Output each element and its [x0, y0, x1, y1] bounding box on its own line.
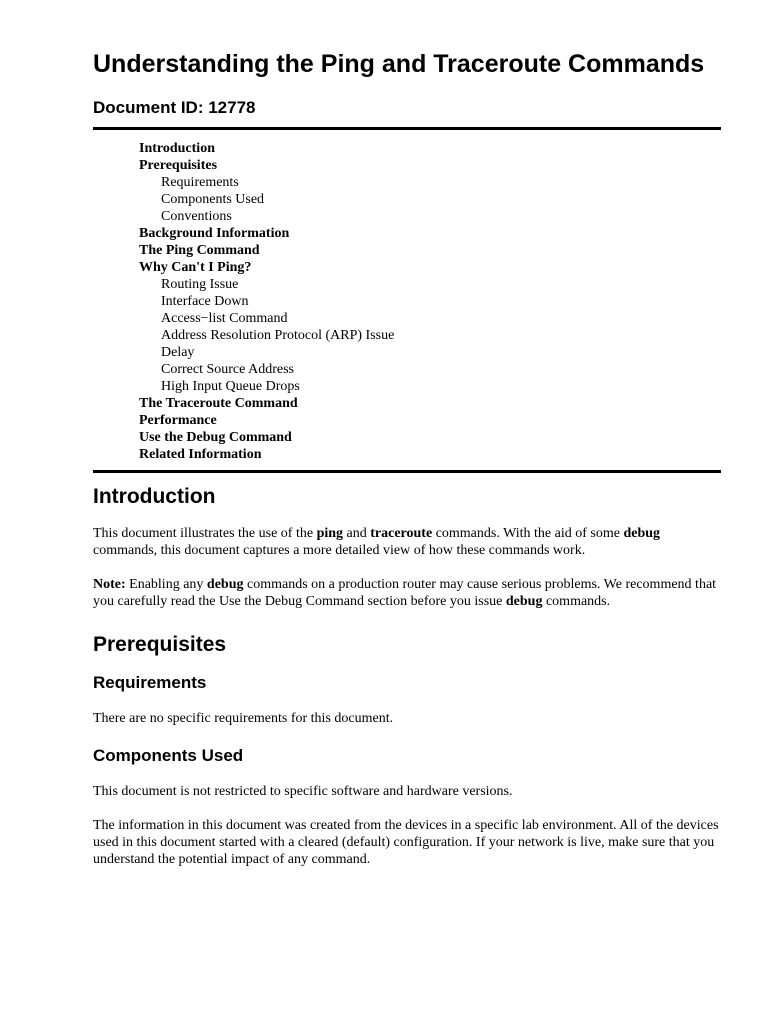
requirements-text: There are no specific requirements for this document. — [93, 711, 394, 726]
text-run: and — [343, 526, 371, 541]
note-label: Note: — [93, 577, 126, 592]
top-divider — [93, 127, 721, 130]
toc-item[interactable]: Components Used — [161, 192, 265, 207]
document-id: Document ID: 12778 — [93, 98, 256, 117]
text-run: commands. — [542, 594, 611, 609]
page-title: Understanding the Ping and Traceroute Commands — [93, 50, 705, 78]
toc-item[interactable]: Access−list Command — [161, 311, 288, 326]
toc-item[interactable]: High Input Queue Drops — [161, 379, 300, 394]
bottom-divider — [93, 470, 721, 473]
text-run: Enabling any — [125, 577, 207, 592]
toc-item[interactable]: Address Resolution Protocol (ARP) Issue — [161, 328, 395, 343]
command-debug: debug — [623, 526, 661, 541]
command-traceroute: traceroute — [370, 526, 433, 541]
toc-item[interactable]: Correct Source Address — [161, 362, 294, 377]
text-run: commands, this document captures a more detailed view of how these commands work. — [93, 543, 586, 558]
table-of-contents — [139, 140, 721, 463]
toc-item[interactable]: Background Information — [139, 226, 290, 241]
command-debug: debug — [206, 577, 244, 592]
text-run: commands. With the aid of some — [432, 526, 624, 541]
toc-item[interactable]: Related Information — [139, 447, 262, 462]
toc-item[interactable]: Conventions — [161, 209, 232, 224]
toc-item[interactable]: Performance — [139, 413, 217, 428]
note-paragraph — [93, 576, 721, 610]
toc-item[interactable]: Use the Debug Command — [139, 430, 292, 445]
toc-item[interactable]: Prerequisites — [139, 158, 218, 173]
introduction-paragraph — [93, 525, 721, 559]
components-text: This document is not restricted to specific software and hardware versions. — [93, 784, 513, 799]
toc-item[interactable]: Interface Down — [161, 294, 249, 309]
toc-item[interactable]: Why Can't I Ping? — [139, 260, 252, 275]
toc-item[interactable]: The Traceroute Command — [139, 396, 298, 411]
components-detail-text: The information in this document was created from the devices in a specific lab environment. All of the devices used in this document started with a cleared (default) configuration. If your network is live, make sure that you understand the potential impact of any command. — [93, 818, 719, 867]
components-heading: Components Used — [93, 746, 244, 765]
command-debug: debug — [505, 594, 543, 609]
toc-item[interactable]: Requirements — [161, 175, 239, 190]
prerequisites-heading: Prerequisites — [93, 633, 227, 656]
command-ping: ping — [316, 526, 344, 541]
toc-item[interactable]: Delay — [161, 345, 195, 360]
text-run: commands on a production router may cause serious problems. We recommend that you carefully read the Use the Debug Command section before you issue — [93, 577, 717, 609]
toc-item[interactable]: Introduction — [139, 141, 215, 156]
document-page — [93, 48, 721, 868]
introduction-heading: Introduction — [93, 485, 216, 508]
text-run: This document illustrates the use of the — [93, 526, 317, 541]
requirements-heading: Requirements — [93, 673, 207, 692]
toc-item[interactable]: Routing Issue — [161, 277, 239, 292]
toc-item[interactable]: The Ping Command — [139, 243, 260, 258]
